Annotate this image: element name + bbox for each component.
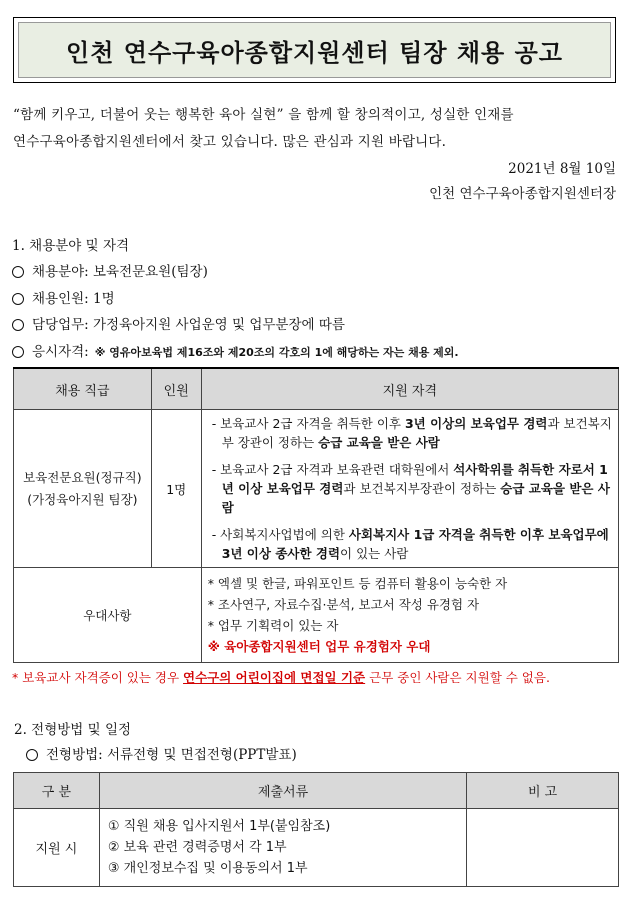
section1-heading: 1. 채용분야 및 자격	[12, 238, 130, 254]
preference-cell	[201, 568, 618, 663]
document-item: ① 직원 채용 입사지원서 1부(붙임참조)	[107, 819, 331, 834]
title-box	[13, 17, 616, 83]
circle-bullet-icon	[26, 749, 38, 761]
header-documents: 제출서류	[99, 773, 466, 809]
section2-heading: 2. 전형방법 및 일정	[14, 722, 132, 738]
footnote-highlight: 연수구의 어린이집에 면접일 기준	[183, 670, 366, 685]
eligibility-note: ※ 영유아보육법 제16조와 제20조의 각호의 1에 해당하는 자는 채용 제외.	[94, 346, 459, 359]
preference-item: * 업무 기획력이 있는 자	[207, 618, 339, 633]
document-item: ② 보육 관련 경력증명서 각 1부	[107, 840, 287, 855]
item-field: 채용분야: 보육전문요원(팀장)	[12, 260, 208, 280]
circle-bullet-icon	[12, 293, 24, 305]
qualification-item: - 보육교사 2급 자격과 보육관련 대학원에서 석사학위를 취득한 자로서 1년 이상 보육업무 경력과 보건복지부장관이 정하는 승급 교육을 받은 사람	[211, 462, 610, 515]
recruitment-table	[13, 367, 619, 663]
header-count: 인원	[151, 368, 201, 410]
position-cell	[14, 410, 152, 568]
position-line-2: (가정육아지원 팀장)	[27, 491, 138, 507]
circle-bullet-icon	[12, 319, 24, 331]
intro-line-2: 연수구육아종합지원센터에서 찾고 있습니다. 많은 관심과 지원 바랍니다.	[13, 134, 447, 150]
issuer: 인천 연수구육아종합지원센터장	[429, 186, 616, 202]
announcement-date: 2021년 8월 10일	[508, 161, 616, 177]
documents-table	[13, 772, 619, 887]
item-duties: 담당업무: 가정육아지원 사업운영 및 업무분장에 따름	[12, 313, 345, 333]
preference-label: 우대사항	[14, 568, 202, 663]
item-headcount: 채용인원: 1명	[12, 287, 115, 307]
intro-line-1: “함께 키우고, 더불어 웃는 행복한 육아 실현” 을 함께 할 창의적이고, 성실한 인재를	[13, 107, 514, 123]
document-item: ③ 개인정보수집 및 이용동의서 1부	[107, 861, 308, 876]
footnote: * 보육교사 자격증이 있는 경우 연수구의 어린이집에 면접일 기준 근무 중인 사람은 지원할 수 없음.	[12, 670, 550, 685]
selection-method: 전형방법: 서류전형 및 면접전형(PPT발표)	[26, 743, 297, 763]
documents-cell	[99, 809, 466, 887]
header-qualification: 지원 자격	[201, 368, 618, 410]
item-eligibility: 응시자격: ※ 영유아보육법 제16조와 제20조의 각호의 1에 해당하는 자는 채용 제외.	[12, 340, 459, 360]
qualification-item: - 사회복지사업법에 의한 사회복지사 1급 자격을 취득한 이후 보육업무에 3년 이상 종사한 경력이 있는 사람	[211, 527, 609, 561]
row-label: 지원 시	[14, 809, 100, 887]
header-remarks: 비 고	[467, 773, 619, 809]
qualification-cell	[201, 410, 618, 568]
circle-bullet-icon	[12, 346, 24, 358]
page-title: 인천 연수구육아종합지원센터 팀장 채용 공고	[18, 22, 611, 78]
preference-item: * 조사연구, 자료수집·분석, 보고서 작성 유경험 자	[207, 597, 480, 612]
preference-highlight: ※ 육아종합지원센터 업무 유경험자 우대	[207, 639, 431, 654]
count-cell: 1명	[151, 410, 201, 568]
header-category: 구 분	[14, 773, 100, 809]
remarks-cell	[467, 809, 619, 887]
preference-item: * 엑셀 및 한글, 파워포인트 등 컴퓨터 활용이 능숙한 자	[207, 576, 508, 591]
header-position: 채용 직급	[14, 368, 152, 410]
position-line-1: 보육전문요원(정규직)	[23, 469, 142, 485]
qualification-item: - 보육교사 2급 자격을 취득한 이후 3년 이상의 보육업무 경력과 보건복지부 장관이 정하는 승급 교육을 받은 사람	[211, 416, 612, 450]
circle-bullet-icon	[12, 266, 24, 278]
